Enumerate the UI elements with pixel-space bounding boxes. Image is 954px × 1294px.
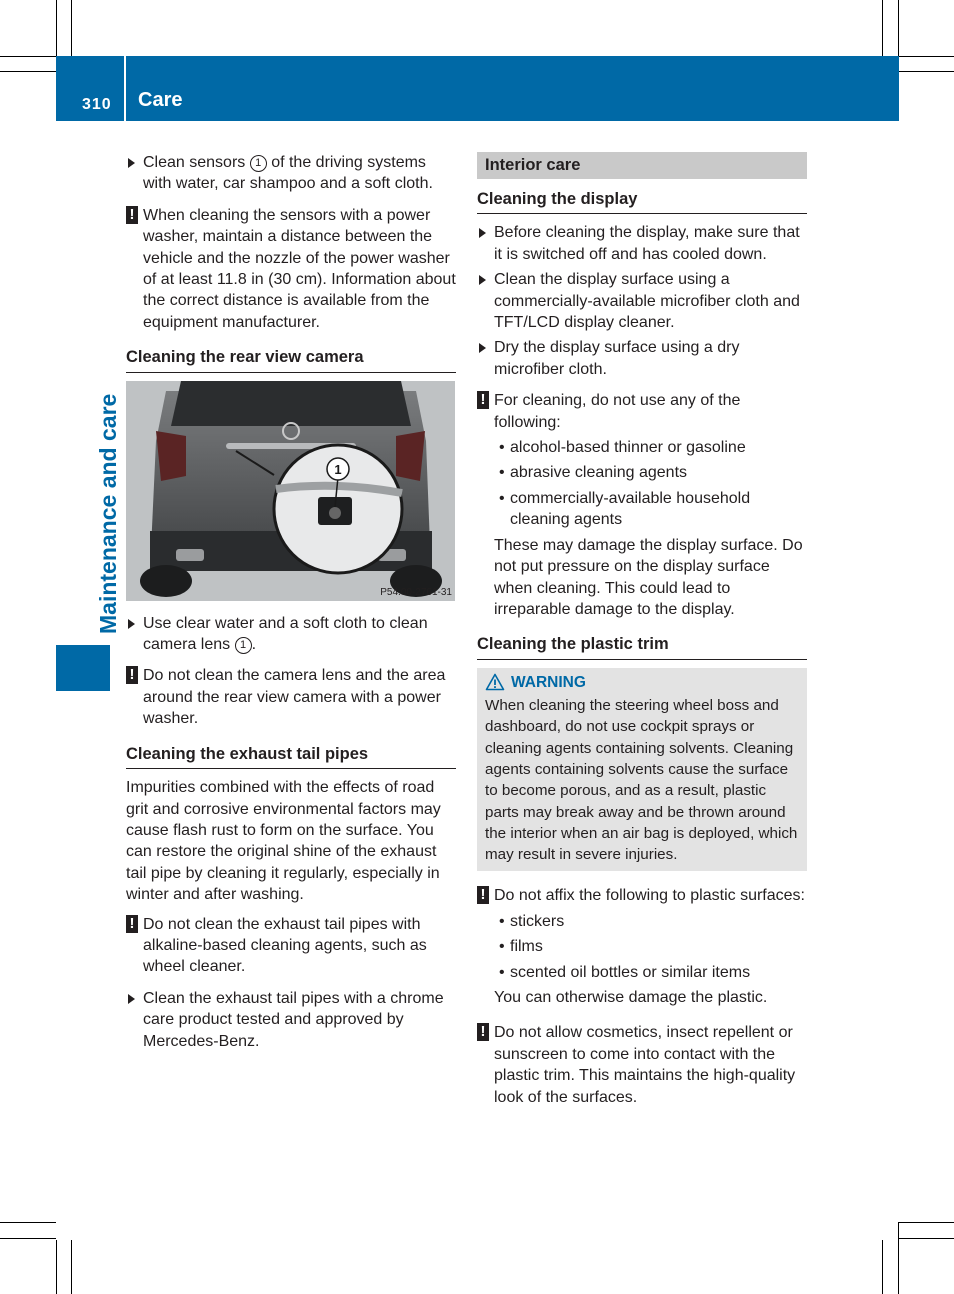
step-clean-camera: Use clear water and a soft cloth to clean camera lens 1 . — [126, 613, 456, 656]
side-tab-marker — [56, 645, 110, 691]
crop-mark — [0, 71, 56, 72]
list-item: • commercially-available household cleaning agents — [494, 488, 807, 531]
crop-mark — [899, 71, 954, 72]
warning-text: When cleaning the steering wheel boss and dashboard, do not use cockpit sprays or cleaning agents containing solvents. Cleaning agents containing solvents cause the surface to become porous, and as a result, plastic parts may break away and be thrown around the interior when an air bag is deployed, which may result in severe injuries. — [485, 697, 798, 864]
crop-mark — [898, 1222, 899, 1294]
warning-title: WARNING — [485, 672, 799, 693]
exclamation-icon: ! — [477, 1023, 489, 1041]
step-clean-sensors: Clean sensors 1 of the driving systems with water, car shampoo and a soft cloth. — [126, 152, 456, 195]
warning-box — [477, 668, 807, 872]
heading-rear-camera: Cleaning the rear view camera — [126, 347, 456, 372]
crop-mark — [56, 1240, 57, 1294]
list-item: • abrasive cleaning agents — [494, 462, 807, 483]
note-camera: ! Do not clean the camera lens and the area around the rear view camera with a power washer. — [126, 665, 456, 729]
crop-mark — [899, 1222, 954, 1223]
list-item: • films — [494, 936, 807, 957]
heading-exhaust: Cleaning the exhaust tail pipes — [126, 744, 456, 769]
side-tab-label: Maintenance and care — [95, 393, 121, 634]
arrow-icon — [479, 228, 486, 238]
header-divider — [124, 56, 126, 121]
display-damage-text: These may damage the display surface. Do not put pressure on the display surface when cleaning. This could lead to irreparable damage to the display. — [494, 536, 803, 618]
section-interior-care: Interior care — [477, 152, 807, 179]
car-rear-illustration — [126, 381, 455, 601]
crop-mark — [882, 1240, 883, 1294]
note-affix: ! Do not affix the following to plastic surfaces: — [477, 885, 807, 906]
crop-mark — [898, 0, 899, 56]
step-display-2: Clean the display surface using a commercially-available microfiber cloth and TFT/LCD display cleaner. — [477, 269, 807, 333]
crop-mark — [71, 0, 72, 56]
arrow-icon — [479, 275, 486, 285]
exclamation-icon: ! — [477, 391, 489, 409]
page-header — [56, 56, 899, 121]
arrow-icon — [128, 619, 135, 629]
affix-damage-text: You can otherwise damage the plastic. — [494, 989, 768, 1007]
callout-marker: 1 — [235, 637, 252, 654]
arrow-icon — [479, 343, 486, 353]
crop-mark — [0, 56, 56, 57]
arrow-icon — [128, 994, 135, 1004]
exclamation-icon: ! — [126, 666, 138, 684]
note-power-washer: ! When cleaning the sensors with a power washer, maintain a distance between the vehicle and the nozzle of the power washer of at least 11.8 in (30 cm). Information about the correct distance is available from the equipment manufacturer. — [126, 205, 456, 333]
step-display-1: Before cleaning the display, make sure that it is switched off and has cooled down. — [477, 222, 807, 265]
crop-mark — [899, 1238, 954, 1239]
heading-plastic-trim: Cleaning the plastic trim — [477, 634, 807, 659]
left-column — [126, 152, 456, 1056]
page-number: 310 — [82, 96, 112, 113]
list-item: • alcohol-based thinner or gasoline — [494, 437, 807, 458]
list-item: • stickers — [494, 911, 807, 932]
heading-display: Cleaning the display — [477, 189, 807, 214]
section-title: Care — [138, 89, 183, 111]
crop-mark — [882, 0, 883, 56]
crop-mark — [0, 1222, 56, 1223]
list-item: • scented oil bottles or similar items — [494, 962, 807, 983]
image-caption: P54.00-2761-31 — [380, 586, 452, 598]
note-display: ! For cleaning, do not use any of the following: — [477, 390, 807, 433]
exclamation-icon: ! — [126, 915, 138, 933]
exclamation-icon: ! — [477, 886, 489, 904]
exclamation-icon: ! — [126, 206, 138, 224]
right-column — [477, 152, 807, 1112]
warning-triangle-icon — [485, 673, 505, 691]
note-cosmetics: ! Do not allow cosmetics, insect repellent or sunscreen to come into contact with the plastic trim. This maintains the high-quality look of the surfaces. — [477, 1022, 807, 1108]
note-exhaust: ! Do not clean the exhaust tail pipes with alkaline-based cleaning agents, such as wheel cleaner. — [126, 914, 456, 978]
step-display-3: Dry the display surface using a dry microfiber cloth. — [477, 337, 807, 380]
step-clean-exhaust: Clean the exhaust tail pipes with a chrome care product tested and approved by Mercedes-Benz. — [126, 988, 456, 1052]
crop-mark — [71, 1240, 72, 1294]
crop-mark — [0, 1238, 56, 1239]
paragraph-exhaust: Impurities combined with the effects of road grit and corrosive environmental factors may cause flash rust to form on the surface. You can restore the original shine of the exhaust tail pipe by cleaning it regularly, especially in winter and after washing. — [126, 779, 441, 904]
arrow-icon — [128, 158, 135, 168]
crop-mark — [56, 0, 57, 56]
rear-camera-image — [126, 381, 455, 601]
crop-mark — [899, 56, 954, 57]
image-callout: 1 — [334, 461, 342, 477]
callout-marker: 1 — [250, 155, 267, 172]
